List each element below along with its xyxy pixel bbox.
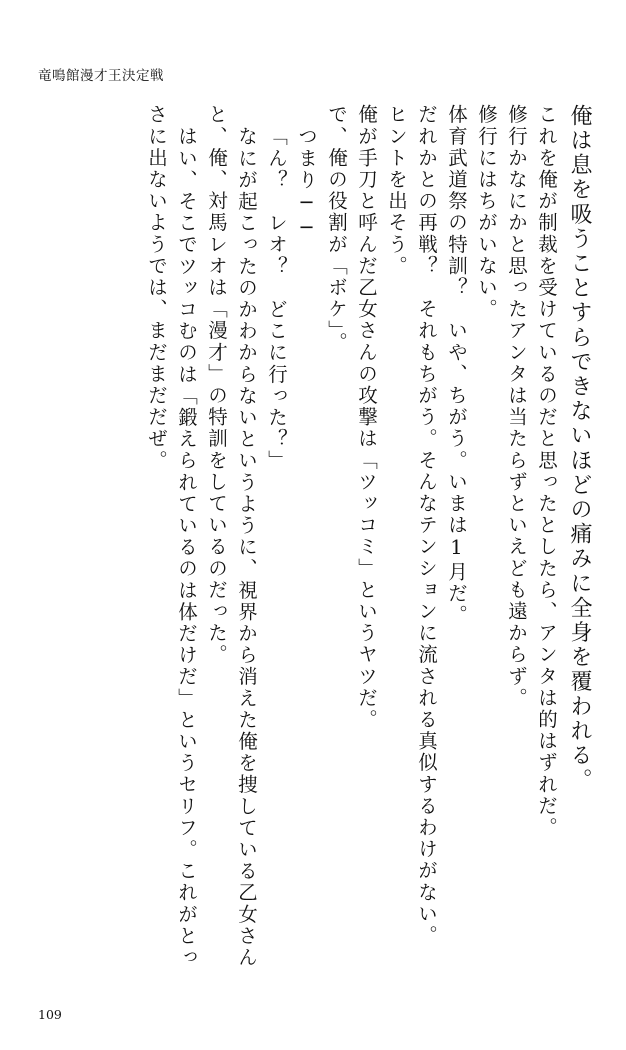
text-column: だれかとの再戦？ それもちがう。そんなテンションに流される真似するわけがない。: [415, 104, 438, 947]
text-column: 俺が手刀と呼んだ乙女さんの攻撃は「ツッコミ」というヤツだ。: [355, 104, 378, 731]
text-column: なにが起こったのかわからないというように、視界から消えた俺を捜している乙女さん: [235, 126, 258, 969]
text-column: 「ん？ レオ？ どこに行った？」: [265, 126, 288, 472]
text-column: 体育武道祭の特訓？ いや、ちがう。いまは1月だ。: [445, 104, 468, 626]
text-column: 修行にはちがいない。: [475, 104, 498, 320]
text-column: はい、そこでツッコむのは「鍛えられているのは体だけだ」というセリフ。これがとっ: [175, 126, 198, 969]
vertical-text-block: [34, 104, 590, 984]
text-column: ヒントを出そう。: [385, 104, 408, 277]
text-column: つまり──: [295, 126, 318, 241]
text-column: で、俺の役割が「ボケ」。: [325, 104, 348, 354]
running-header: 竜鳴館漫才王決定戦: [38, 68, 164, 84]
text-column: さに出ないようでは、まだまだだぜ。: [145, 104, 168, 472]
text-column: 俺は息を吸うことすらできないほどの痛みに全身を覆われる。: [567, 104, 592, 793]
text-column: と、俺、対馬レオは「漫才」の特訓をしているのだった。: [205, 104, 228, 666]
text-column: 修行かなにかと思ったアンタは当たらずといえども遠からず。: [505, 104, 528, 709]
text-column: これを俺が制裁を受けているのだと思ったとしたら、アンタは的はずれだ。: [535, 104, 558, 839]
page-number: 109: [38, 1007, 62, 1022]
